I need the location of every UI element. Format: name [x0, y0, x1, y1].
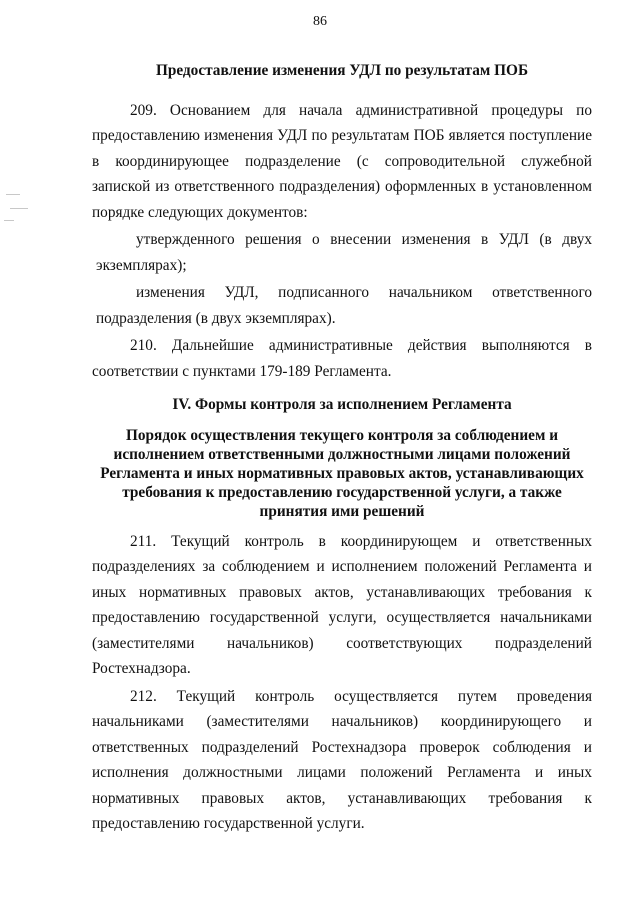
list-item-approved-decision-line-1: утвержденного решения о внесении изменения в УДЛ (в двух [136, 231, 592, 248]
list-item-udl-change [92, 280, 592, 331]
margin-scan-marks [4, 190, 34, 230]
document-body [92, 58, 592, 839]
page-number: 86 [313, 14, 327, 29]
chapter-heading-control-forms: IV. Формы контроля за исполнением Регламента [172, 396, 512, 413]
paragraph-211: 211. Текущий контроль в координирующем и ответственных подразделениях за соблюдением и исполнением положений Регламента и иных нормативных правовых актов, устанавливающих требования к предоставлению государственной услуги, осуществляется начальниками (заместителями начальников) соответствующих подразделений Ростехнадзора. [92, 532, 592, 677]
section-heading-udl-change: Предоставление изменения УДЛ по результатам ПОБ [155, 62, 529, 79]
list-item-udl-change-line-2: подразделения (в двух экземплярах). [96, 309, 336, 327]
subsection-heading-current-control: Порядок осуществления текущего контроля за соблюдением и исполнением ответственными должностными лицами положений Регламента и иных нормативных правовых актов, устанавливающих требования к предоставлению государственной услуги, а также принятия ими решений [100, 426, 584, 520]
paragraph-209: 209. Основанием для начала административной процедуры по предоставлению изменения УДЛ по результатам ПОБ является поступление в координирующее подразделение (с сопроводительной служебной запиской из ответственного подразделения) оформленных в установленном порядке следующих документов: [92, 101, 592, 221]
list-item-udl-change-line-1: изменения УДЛ, подписанного начальником ответственного [136, 284, 592, 301]
paragraph-210: 210. Дальнейшие административные действия выполняются в соответствии с пунктами 179-189 Регламента. [92, 337, 592, 380]
paragraph-212: 212. Текущий контроль осуществляется путем проведения начальниками (заместителями начальников) координирующего и ответственных подразделений Ростехнадзора проверок соблюдения и исполнения должностными лицами положений Регламента и иных нормативных правовых актов, устанавливающих требования к предоставлению государственной услуги. [92, 687, 592, 832]
list-item-approved-decision-line-2: экземплярах); [96, 256, 187, 274]
list-item-approved-decision [92, 227, 592, 278]
